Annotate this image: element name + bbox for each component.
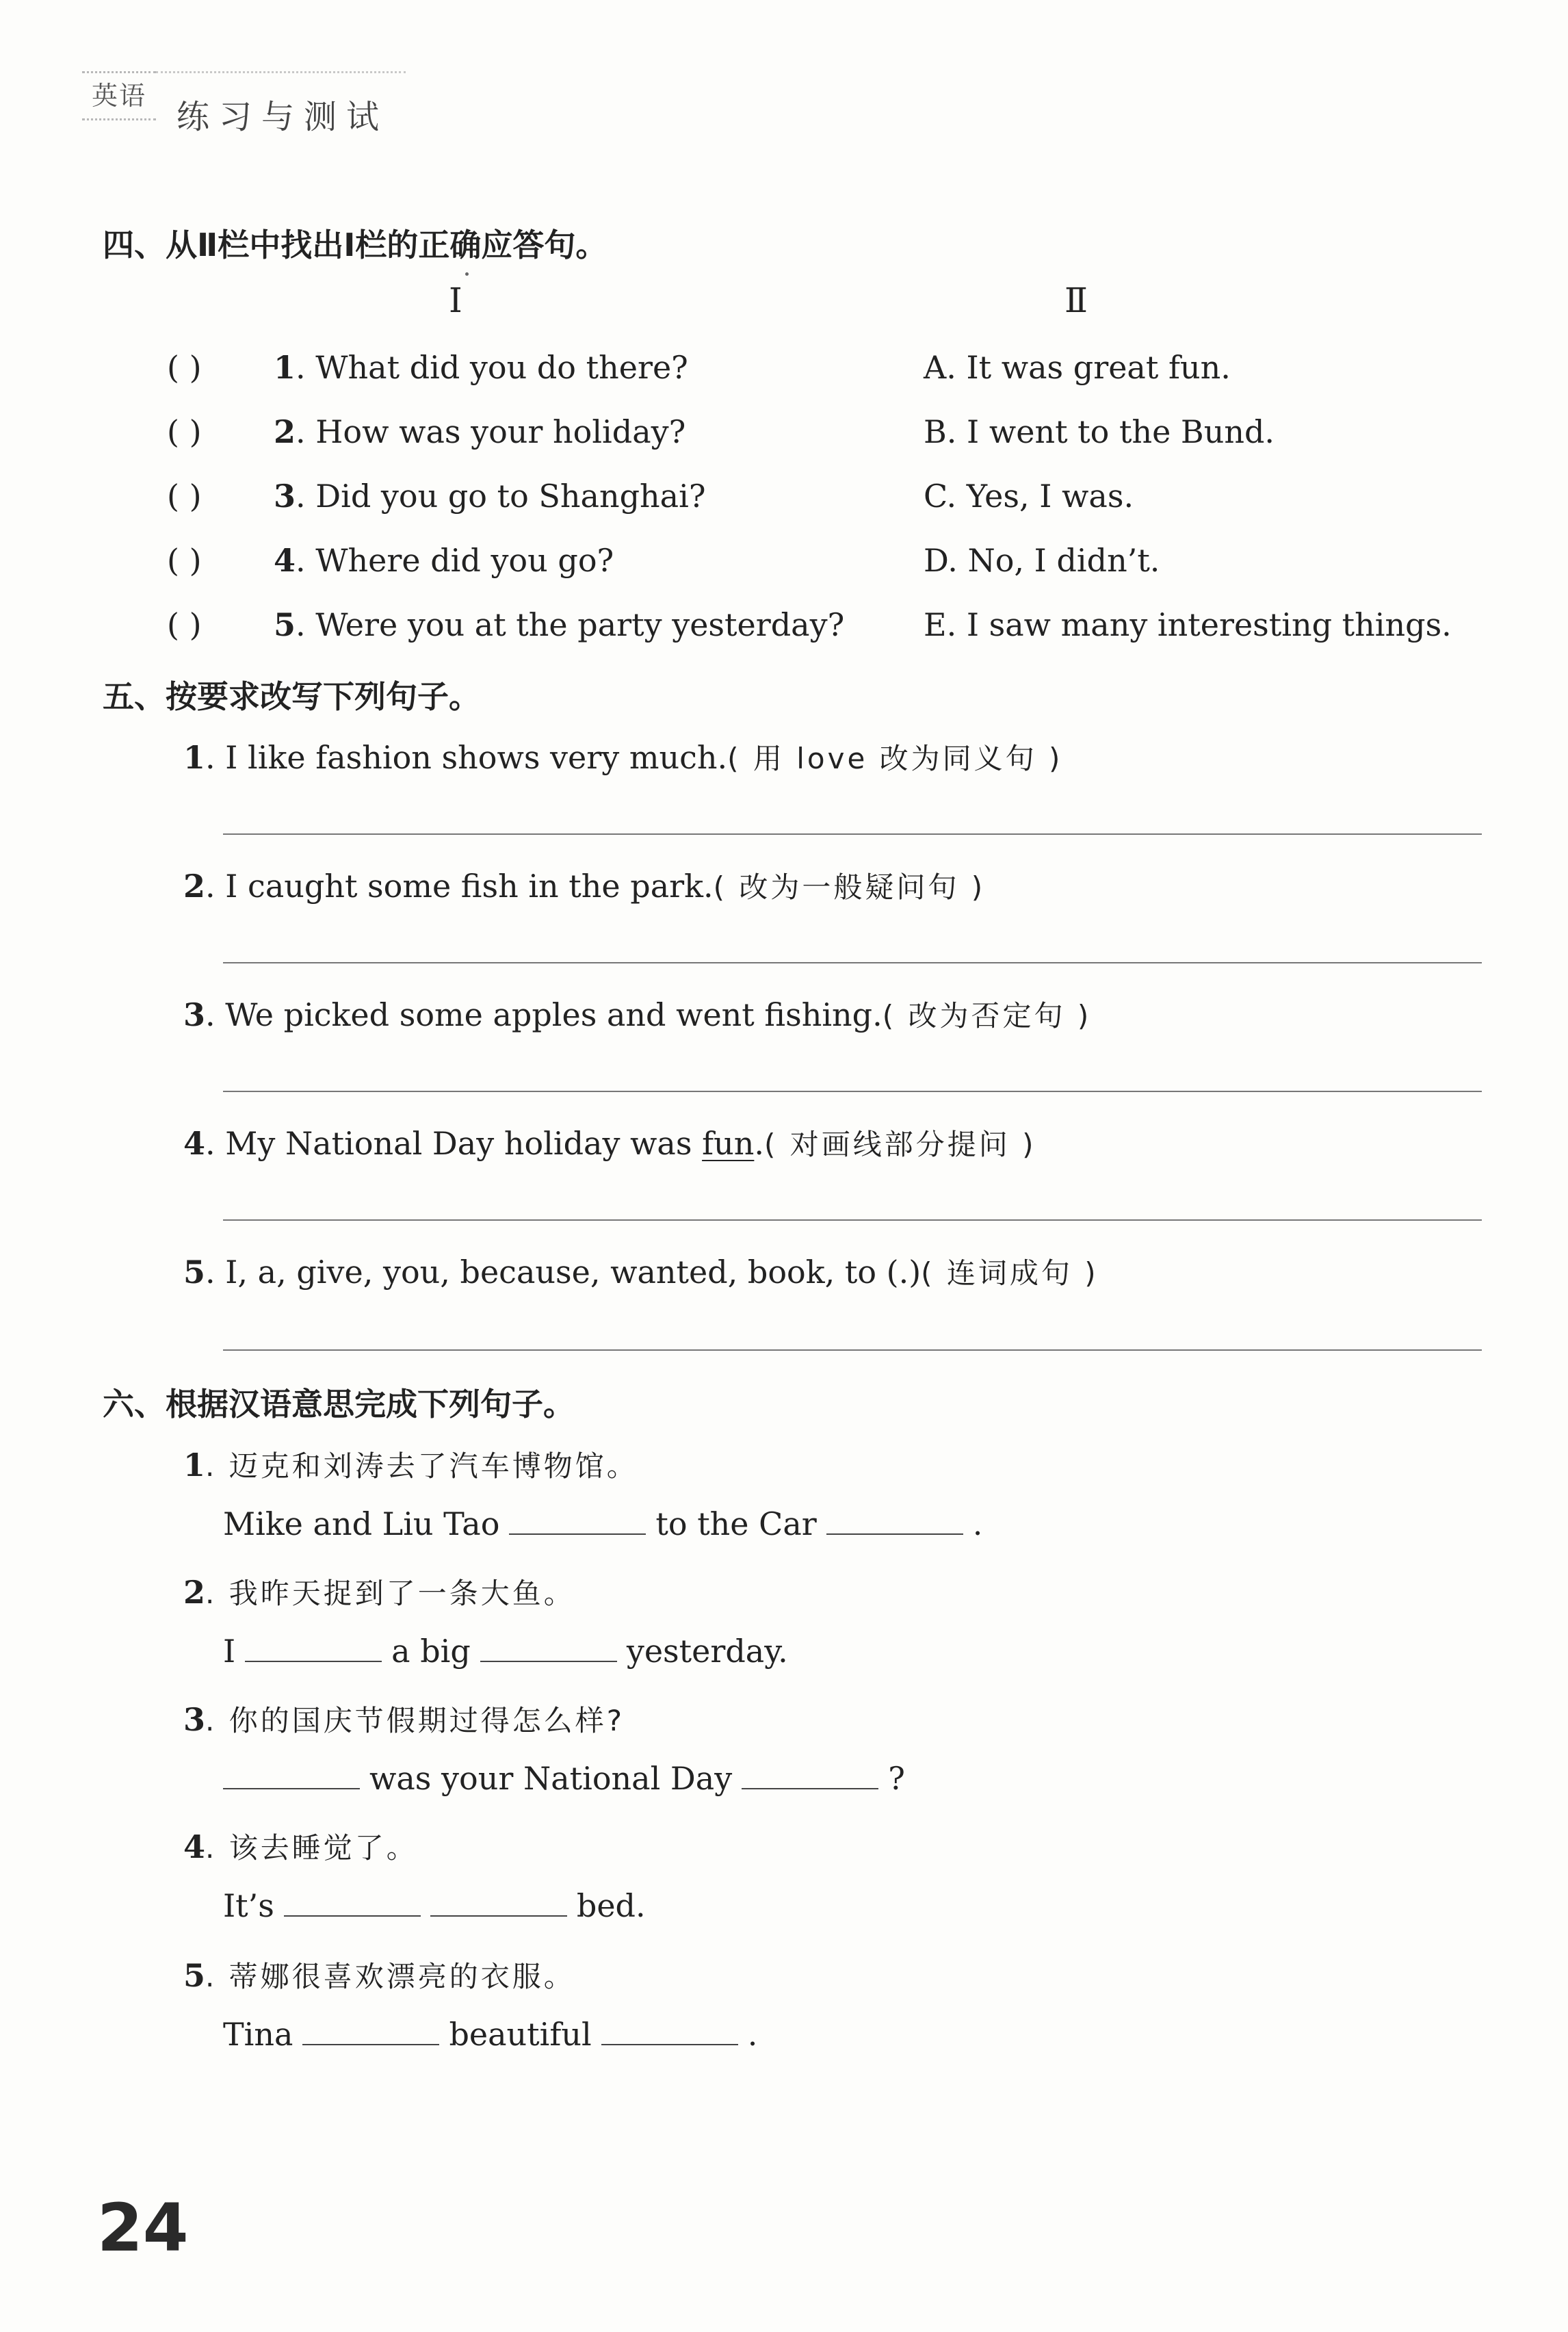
rewrite-item-4: 4. My National Day holiday was fun.( 对画线部分提问 ) <box>183 1125 1036 1162</box>
answer-bracket-1[interactable]: ( ) <box>167 349 202 386</box>
blank-1a[interactable] <box>509 1507 646 1535</box>
underlined-word: fun <box>702 1125 755 1162</box>
answer-line-4[interactable] <box>223 1219 1482 1221</box>
translate-item-4-sentence: It’s bed. <box>223 1887 646 1924</box>
translate-item-1-prompt: 1. 迈克和刘涛去了汽车博物馆。 <box>183 1447 638 1484</box>
question-2: 2. How was your holiday? <box>274 413 686 450</box>
answer-bracket-5[interactable]: ( ) <box>167 606 202 643</box>
translate-item-5-prompt: 5. 蒂娜很喜欢漂亮的衣服。 <box>183 1957 575 1994</box>
blank-3a[interactable] <box>223 1762 360 1789</box>
translate-item-3-sentence: was your National Day ? <box>223 1760 905 1797</box>
rewrite-item-1: 1. I like fashion shows very much.( 用 love 改为同义句 ) <box>183 739 1063 776</box>
translate-item-2-prompt: 2. 我昨天捉到了一条大鱼。 <box>183 1574 575 1611</box>
rewrite-item-3: 3. We picked some apples and went fishing.( 改为否定句 ) <box>183 996 1092 1033</box>
translate-item-3-prompt: 3. 你的国庆节假期过得怎么样? <box>183 1701 625 1738</box>
column-2-heading: Ⅱ <box>1064 281 1088 320</box>
section-5-title: 五、按要求改写下列句子。 <box>103 678 480 715</box>
book-title: 练习与测试 <box>177 98 389 136</box>
question-5: 5. Were you at the party yesterday? <box>274 606 845 643</box>
blank-1b[interactable] <box>826 1507 963 1535</box>
answer-line-1[interactable] <box>223 833 1482 835</box>
rewrite-item-5: 5. I, a, give, you, because, wanted, book, to (.)( 连词成句 ) <box>183 1254 1099 1291</box>
column-1-heading: Ⅰ <box>449 281 462 320</box>
translate-item-2-sentence: I a big yesterday. <box>223 1633 788 1670</box>
translate-item-5-sentence: Tina beautiful . <box>223 2016 758 2053</box>
answer-option-e: E. I saw many interesting things. <box>924 606 1452 643</box>
header-divider <box>156 71 406 73</box>
answer-line-3[interactable] <box>223 1091 1482 1092</box>
answer-option-d: D. No, I didn’t. <box>924 542 1160 579</box>
answer-bracket-3[interactable]: ( ) <box>167 478 202 515</box>
question-1: 1. What did you do there? <box>274 349 688 386</box>
section-4-title: 四、从Ⅱ栏中找出Ⅰ栏的正确应答句。 <box>103 226 607 263</box>
blank-3b[interactable] <box>742 1762 878 1789</box>
question-4: 4. Where did you go? <box>274 542 614 579</box>
answer-line-2[interactable] <box>223 962 1482 963</box>
page-number: 24 <box>97 2190 189 2266</box>
translate-item-1-sentence: Mike and Liu Tao to the Car . <box>223 1505 983 1542</box>
translate-item-4-prompt: 4. 该去睡觉了。 <box>183 1828 418 1865</box>
subject-tag: 英语 <box>82 71 156 120</box>
answer-bracket-4[interactable]: ( ) <box>167 542 202 579</box>
answer-line-5[interactable] <box>223 1349 1482 1351</box>
answer-option-b: B. I went to the Bund. <box>924 413 1275 450</box>
blank-2a[interactable] <box>245 1635 382 1662</box>
blank-4a[interactable] <box>284 1889 421 1917</box>
blank-4b[interactable] <box>430 1889 567 1917</box>
answer-option-a: A. It was great fun. <box>924 349 1231 386</box>
section-6-title: 六、根据汉语意思完成下列句子。 <box>103 1386 575 1423</box>
answer-option-c: C. Yes, I was. <box>924 478 1134 515</box>
blank-5a[interactable] <box>302 2018 439 2045</box>
answer-bracket-2[interactable]: ( ) <box>167 413 202 450</box>
question-3: 3. Did you go to Shanghai? <box>274 478 706 515</box>
blank-5b[interactable] <box>601 2018 738 2045</box>
rewrite-item-2: 2. I caught some fish in the park.( 改为一般疑问句 ) <box>183 868 986 905</box>
blank-2b[interactable] <box>480 1635 617 1662</box>
print-speck <box>465 272 469 276</box>
